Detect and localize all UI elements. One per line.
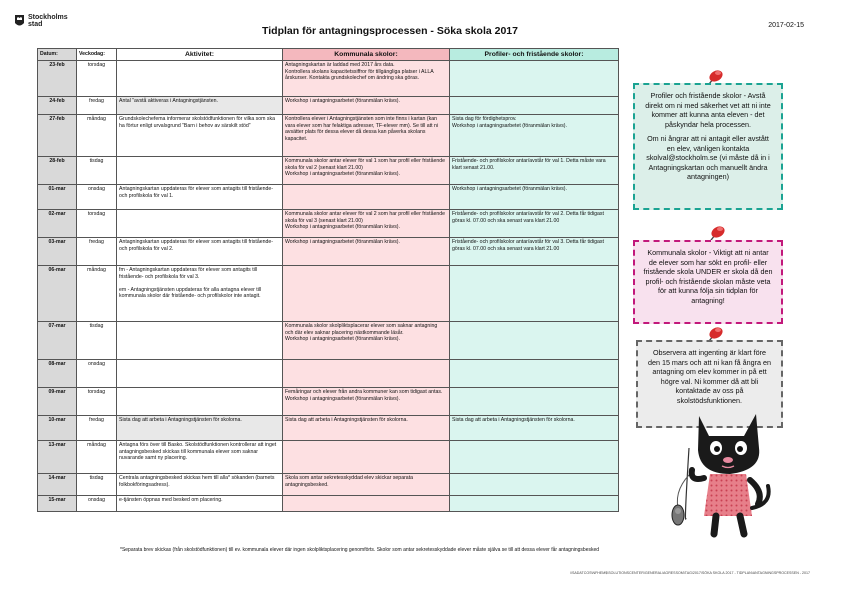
profiler-note xyxy=(633,83,783,210)
weekday-cell: fredag xyxy=(77,238,117,266)
date-cell: 09-mar xyxy=(38,388,77,416)
activity-cell: fm - Antagningskartan uppdateras för elever som antagits till fristående- och profilskola för val 3. em - Antagningstjänsten uppdateras för alla antagna elever till kommunala skolor där fristående- och profilskolor inte antagit. xyxy=(117,266,283,322)
date-cell: 24-feb xyxy=(38,97,77,115)
kommunala-cell: Femåringar och elever från andra kommuner kan som tidigast antas. Workshop i antagningsarbetet (föranmälan krävs). xyxy=(283,388,450,416)
table-row xyxy=(38,157,619,185)
header-datum: Datum: xyxy=(38,49,77,61)
activity-cell: Antal ”avstå aktiveras i Antagningstjänsten. xyxy=(117,97,283,115)
weekday-cell: torsdag xyxy=(77,210,117,238)
activity-cell: Sista dag att arbeta i Antagningstjänsten för skolorna. xyxy=(117,416,283,441)
activity-cell: Antagna förs över till Basko. Skolstödfunktionen kontrollerar att inget antagningsbesked skickas till kommunala elever som saknar nuvarande samt ny placering. xyxy=(117,441,283,474)
profiler-note-text-2: Om ni ångrar att ni antagit eller avstått en elev, vänligen kontakta skolval@stockholm.se (vi måste då in i Antagningskartan och manuellt ändra antagningen) xyxy=(646,134,770,181)
weekday-cell: tisdag xyxy=(77,474,117,496)
weekday-cell: måndag xyxy=(77,115,117,157)
activity-cell xyxy=(117,322,283,360)
kommunala-cell: Kontrollera elever i Antagningstjänsten som inte finns i kartan (kan vara elever som har felaktiga adresser, TF-elever mm). Se till att ni avsätter plats för dessa elever då dessa kan påverka skolans kapacitet. xyxy=(283,115,450,157)
kommunala-cell: Skola som antar sekretesskyddad elev skickar separata antagningsbesked. xyxy=(283,474,450,496)
profiler-cell: Sista dag för fördighetsprov. Workshop i antagningsarbetet (föranmälan krävs). xyxy=(450,115,619,157)
kommunala-cell xyxy=(283,185,450,210)
profiler-cell: Workshop i antagningsarbetet (föranmälan krävs). xyxy=(450,185,619,210)
timeline-table xyxy=(37,48,619,512)
profiler-cell xyxy=(450,97,619,115)
table-row xyxy=(38,360,619,388)
profiler-cell: Fristående- och profilskolor antar/avstår för val 2. Detta får tidigast göras kl. 07.00 och ska senast vara klart 21.00 xyxy=(450,210,619,238)
date-cell: 07-mar xyxy=(38,322,77,360)
document-date: 2017-02-15 xyxy=(768,22,804,29)
profiler-cell: Fristående- och profilskolor antar/avstår för val 1. Detta måste vara klart senast 21.00. xyxy=(450,157,619,185)
date-cell: 02-mar xyxy=(38,210,77,238)
kommunala-cell: Kommunala skolor skolpliktsplacerar elever som saknar antagning och där elev saknar placering nästkommande läsår. Workshop i antagningsarbetet (föranmälan krävs). xyxy=(283,322,450,360)
date-cell: 15-mar xyxy=(38,496,77,512)
activity-cell: Antagningskartan uppdateras för elever som antagits till fristående- och profilskola för val 1. xyxy=(117,185,283,210)
date-cell: 06-mar xyxy=(38,266,77,322)
kommunala-cell: Kommunala skolor antar elever för val 2 som har profil eller fristående skola för val 3 (senast klart 21.00) Workshop i antagningsarbetet (föranmälan krävs). xyxy=(283,210,450,238)
profiler-cell xyxy=(450,441,619,474)
activity-cell: Centrala antagningsbesked skickas hem till alla* sökanden (barnets folkbokföringsadress). xyxy=(117,474,283,496)
kommunala-note xyxy=(633,240,783,324)
activity-cell xyxy=(117,388,283,416)
cat-mascot-icon xyxy=(664,408,784,538)
file-path-footer: \\SADATCOS\NFHEM$\SOLUTIONSCENTER\GENERAL\AGRESSOM\TAG\2017\SÖKA SKOLA 2017 - TIDPLAN\ANTAGNINGSPROCESSEN - 2017 xyxy=(570,571,810,575)
weekday-cell: torsdag xyxy=(77,61,117,97)
date-cell: 23-feb xyxy=(38,61,77,97)
kommunala-cell: Sista dag att arbeta i Antagningstjänsten för skolorna. xyxy=(283,416,450,441)
table-row xyxy=(38,496,619,512)
weekday-cell: onsdag xyxy=(77,496,117,512)
date-cell: 13-mar xyxy=(38,441,77,474)
profiler-cell xyxy=(450,388,619,416)
weekday-cell: måndag xyxy=(77,266,117,322)
header-kommunala: Kommunala skolor: xyxy=(283,49,450,61)
activity-cell xyxy=(117,157,283,185)
stockholm-logo xyxy=(14,14,68,28)
table-row xyxy=(38,97,619,115)
date-cell: 10-mar xyxy=(38,416,77,441)
date-cell: 08-mar xyxy=(38,360,77,388)
table-row xyxy=(38,210,619,238)
kommunala-cell: Workshop i antagningsarbetet (föranmälan krävs). xyxy=(283,97,450,115)
date-cell: 28-feb xyxy=(38,157,77,185)
kommunala-cell: Antagningskartan är laddad med 2017 års data. Kontrollera skolans kapacitetssiffror för tillgängliga platser i ALLA årskurser. Kontakta grundskolechef om ändring ska göras. xyxy=(283,61,450,97)
table-row xyxy=(38,238,619,266)
kommunala-cell xyxy=(283,496,450,512)
logo-line1: Stockholms xyxy=(28,14,68,21)
profiler-cell xyxy=(450,474,619,496)
date-cell: 03-mar xyxy=(38,238,77,266)
profiler-cell xyxy=(450,322,619,360)
profiler-cell xyxy=(450,496,619,512)
crown-crest-icon xyxy=(14,14,25,28)
weekday-cell: tisdag xyxy=(77,157,117,185)
profiler-cell: Fristående- och profilskolor antar/avstår för val 3. Detta får tidigast göras kl. 07.00 och ska senast vara klart 21.00 xyxy=(450,238,619,266)
table-row xyxy=(38,185,619,210)
table-row xyxy=(38,441,619,474)
weekday-cell: onsdag xyxy=(77,185,117,210)
activity-cell xyxy=(117,360,283,388)
kommunala-cell xyxy=(283,360,450,388)
activity-cell xyxy=(117,61,283,97)
weekday-cell: tisdag xyxy=(77,322,117,360)
header-profiler: Profiler- och fristående skolor: xyxy=(450,49,619,61)
kommunala-cell xyxy=(283,441,450,474)
table-row xyxy=(38,388,619,416)
table-row xyxy=(38,416,619,441)
footnote: *Separata brev skickas (från skolstödfunktionen) till ev. kommunala elever där ingen skolpliktsplacering genomförts. Skolor som antar sekretesskyddade elever måste själva se till att dessa elever får antagningsbesked xyxy=(120,547,600,553)
weekday-cell: onsdag xyxy=(77,360,117,388)
table-row xyxy=(38,266,619,322)
kommunala-cell: Kommunala skolor antar elever för val 1 som har profil eller fristående skola för val 2 (senast klart 21.00) Workshop i antagningsarbetet (föranmälan krävs). xyxy=(283,157,450,185)
table-header-row xyxy=(38,49,619,61)
activity-cell: Antagningskartan uppdateras för elever som antagits till fristående- och profilskola för val 2. xyxy=(117,238,283,266)
page-title: Tidplan för antagningsprocessen - Söka skola 2017 xyxy=(262,25,518,37)
weekday-cell: måndag xyxy=(77,441,117,474)
observera-note-text: Observera att ingenting är klart före den 15 mars och att ni kan få ångra en antagning om elev kommer in på ett högre val. Ni kommer då att bli kontaktade av oss på skolstödsfunktionen. xyxy=(647,348,772,405)
activity-cell xyxy=(117,210,283,238)
profiler-cell xyxy=(450,360,619,388)
profiler-note-text-1: Profiler och fristående skolor - Avstå direkt om ni med säkerhet vet att ni inte kommer att kunna anta eleven - det påskyndar hela processen. xyxy=(645,91,771,129)
date-cell: 01-mar xyxy=(38,185,77,210)
activity-cell: e-tjänsten öppnas med besked om placering. xyxy=(117,496,283,512)
weekday-cell: fredag xyxy=(77,416,117,441)
header-aktivitet: Aktivitet: xyxy=(117,49,283,61)
profiler-cell xyxy=(450,61,619,97)
weekday-cell: torsdag xyxy=(77,388,117,416)
date-cell: 27-feb xyxy=(38,115,77,157)
date-cell: 14-mar xyxy=(38,474,77,496)
activity-cell: Grundskolechefema informerar skolstödfunktionen för vilka som ska ha förtur enligt urvalsgrund ”Barn i behov av särskilt stöd” xyxy=(117,115,283,157)
logo-line2: stad xyxy=(28,21,43,28)
profiler-cell xyxy=(450,266,619,322)
kommunala-note-text: Kommunala skolor - Viktigt att ni antar de elever som har sökt en profil- eller fristående skola UNDER er skola då den profil- och fristående skolan måste veta för att kunna följa sin tidplan för antagning! xyxy=(643,248,773,305)
table-row xyxy=(38,322,619,360)
kommunala-cell xyxy=(283,266,450,322)
table-row xyxy=(38,61,619,97)
kommunala-cell: Workshop i antagningsarbetet (föranmälan krävs). xyxy=(283,238,450,266)
header-veckodag: Veckodag: xyxy=(77,49,117,61)
table-row xyxy=(38,474,619,496)
table-row xyxy=(38,115,619,157)
weekday-cell: fredag xyxy=(77,97,117,115)
profiler-cell: Sista dag att arbeta i Antagningstjänsten för skolorna. xyxy=(450,416,619,441)
